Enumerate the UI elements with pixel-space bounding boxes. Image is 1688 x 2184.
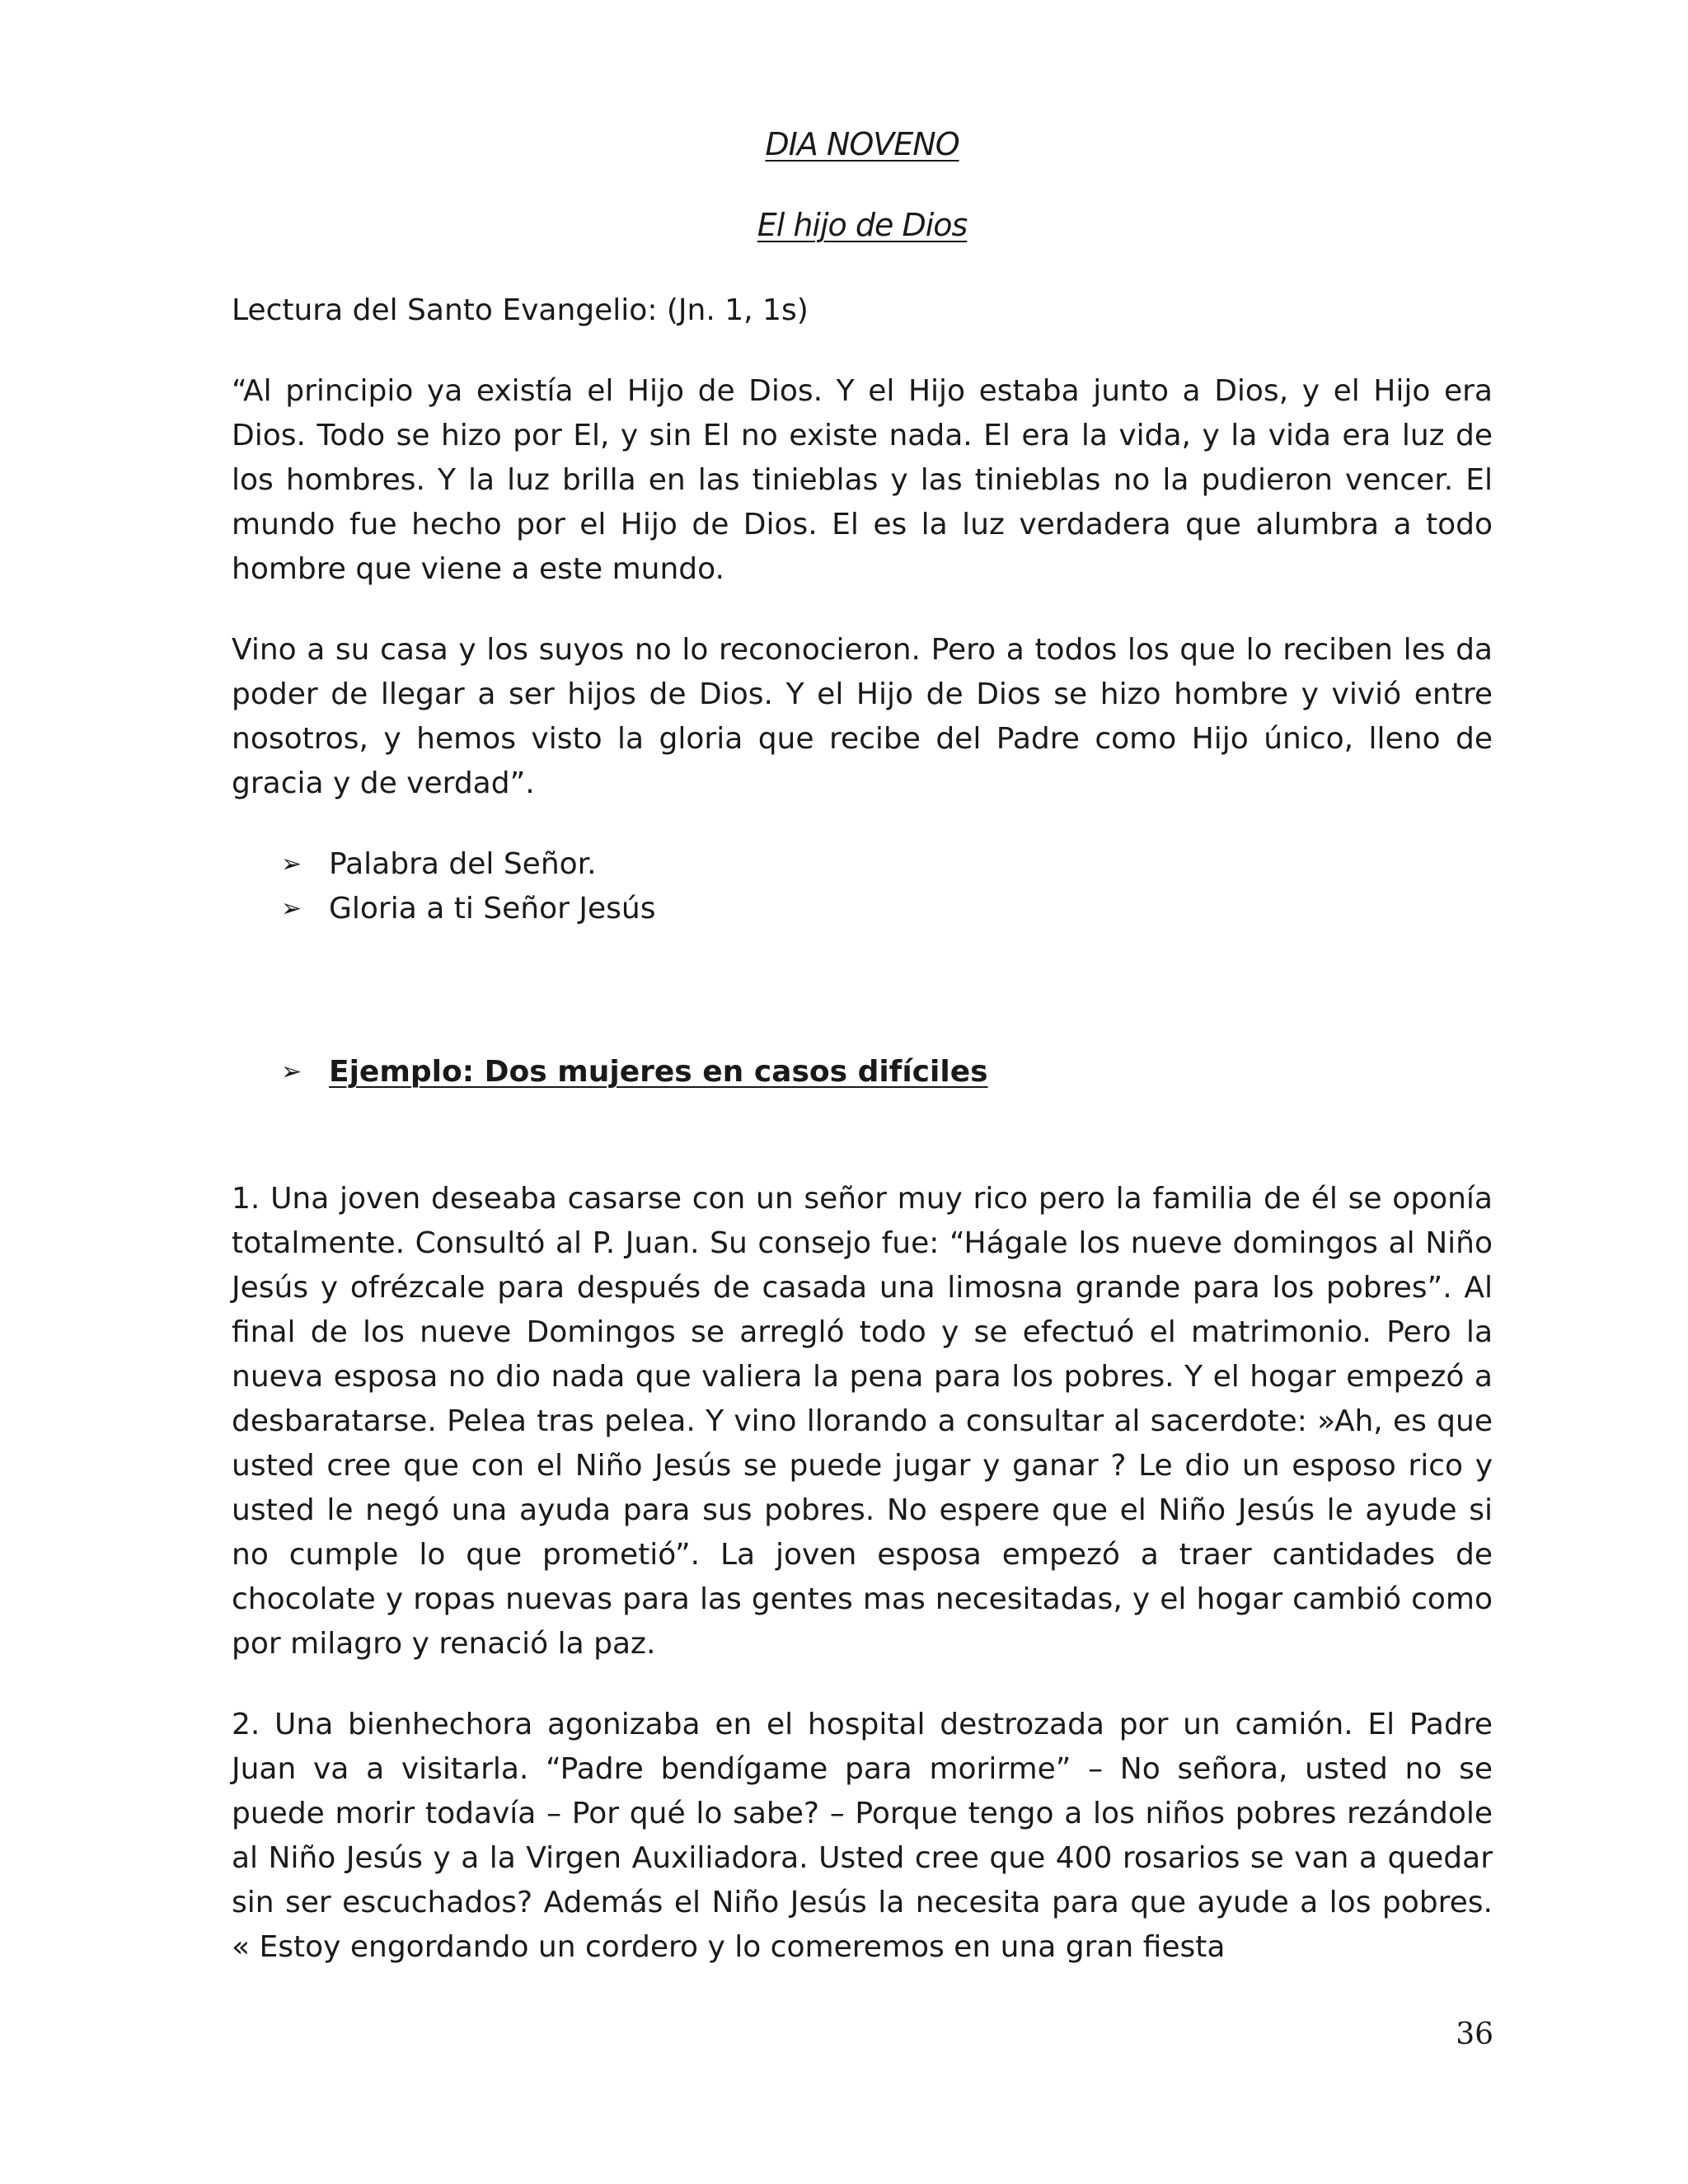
responses-list	[232, 842, 1493, 931]
response-text: Gloria a ti Señor Jesús	[329, 892, 656, 926]
response-item	[281, 887, 1493, 931]
arrow-bullet-icon: ➢	[281, 894, 302, 923]
page-subtitle: El hijo de Dios	[757, 207, 968, 243]
response-text: Palabra del Señor.	[329, 847, 597, 881]
page-number: 36	[1456, 2018, 1493, 2051]
gospel-paragraph-2: Vino a su casa y los suyos no lo reconocieron. Pero a todos los que lo reciben les da poder de llegar a ser hijos de Dios. Y el Hijo de Dios se hizo hombre y vivió entre nosotros, y hemos visto la gloria que recibe del Padre como Hijo único, lleno de gracia y de verdad”.	[232, 633, 1493, 800]
page-title: DIA NOVENO	[765, 126, 959, 162]
page-content	[232, 122, 1493, 1970]
example-paragraph-1: 1. Una joven deseaba casarse con un señor muy rico pero la familia de él se oponía totalmente. Consultó al P. Juan. Su consejo fue: “Hágale los nueve domingos al Niño Jesús y ofrézcale para después de casada una limosna grande para los pobres”. Al final de los nueve Domingos se arregló todo y se efectuó el matrimonio. Pero la nueva esposa no dio nada que valiera la pena para los pobres. Y el hogar empezó a desbaratarse. Pelea tras pelea. Y vino llorando a consultar al sacerdote: »Ah, es que usted cree que con el Niño Jesús se puede jugar y ganar ? Le dio un esposo rico y usted le negó una ayuda para sus pobres. No espere que el Niño Jesús le ayude si no cumple lo que prometió”. La joven esposa empezó a traer cantidades de chocolate y ropas nuevas para las gentes mas necesitadas, y el hogar cambió como por milagro y renació la paz.	[232, 1182, 1493, 1661]
response-item	[281, 842, 1493, 887]
example-paragraph-2: 2. Una bienhechora agonizaba en el hospital destrozada por un camión. El Padre Juan va a visitarla. “Padre bendígame para morirme” – No señora, usted no se puede morir todavía – Por qué lo sabe? – Porque tengo a los niños pobres rezándole al Niño Jesús y a la Virgen Auxiliadora. Usted cree que 400 rosarios se van a quedar sin ser escuchados? Además el Niño Jesús la necesita para que ayude a los pobres. « Estoy engordando un cordero y lo comeremos en una gran fiesta	[232, 1708, 1493, 1964]
gospel-paragraph-1: “Al principio ya existía el Hijo de Dios. Y el Hijo estaba junto a Dios, y el Hijo era Dios. Todo se hizo por El, y sin El no existe nada. El era la vida, y la vida era luz de los hombres. Y la luz brilla en las tinieblas y las tinieblas no la pudieron vencer. El mundo fue hecho por el Hijo de Dios. El es la luz verdadera que alumbra a todo hombre que viene a este mundo.	[232, 374, 1493, 586]
arrow-bullet-icon: ➢	[281, 850, 302, 879]
reading-reference: Lectura del Santo Evangelio: (Jn. 1, 1s)	[232, 293, 809, 327]
example-heading-text: Ejemplo: Dos mujeres en casos difíciles	[329, 1055, 988, 1089]
arrow-bullet-icon: ➢	[281, 1057, 302, 1086]
example-heading	[232, 1050, 1493, 1094]
